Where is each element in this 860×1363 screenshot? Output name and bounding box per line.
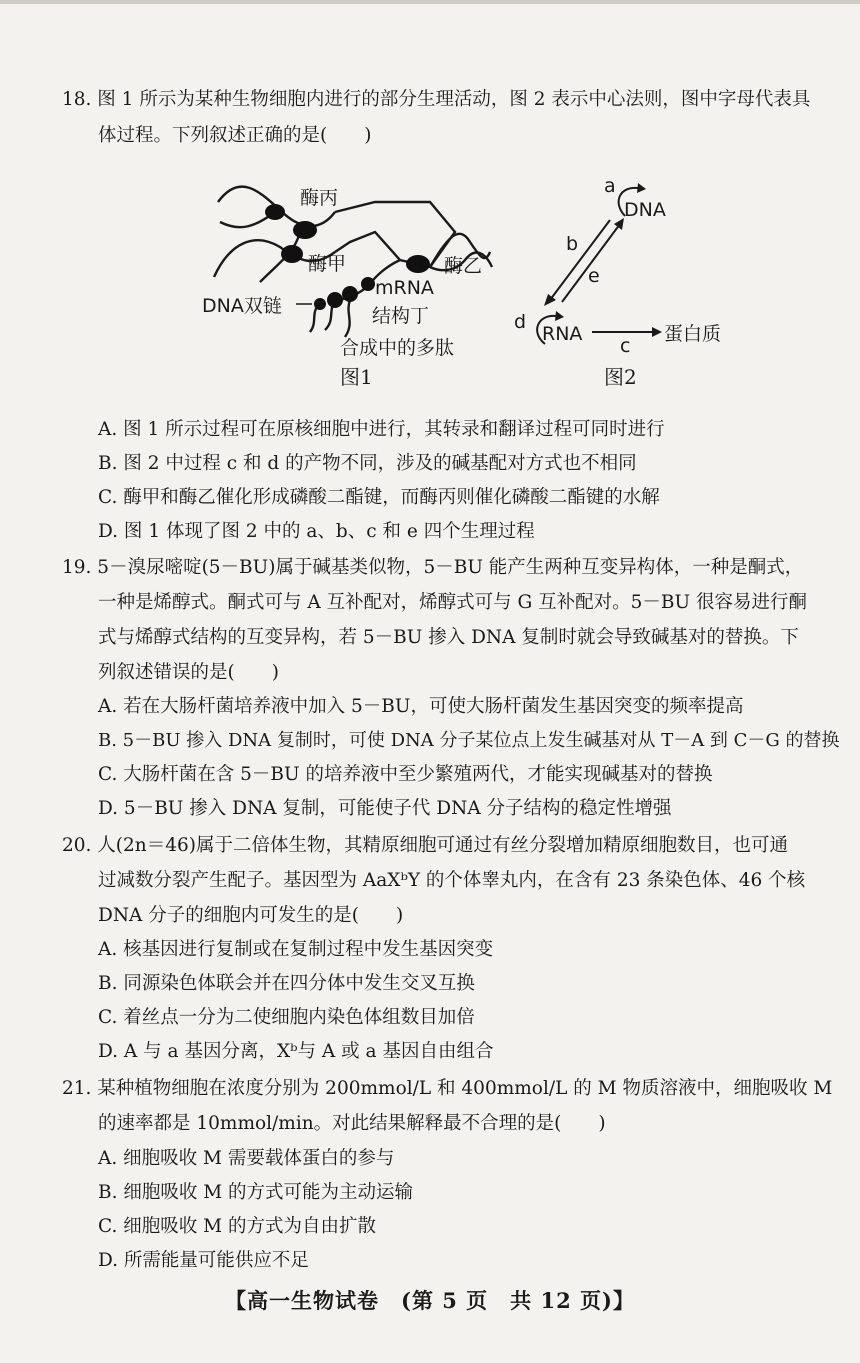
q18-figure-svg [200, 172, 740, 398]
label-protein: 蛋白质 [664, 323, 722, 345]
enzyme-yi-blob [406, 255, 430, 273]
q20-option-a: A. 核基因进行复制或在复制过程中发生基因突变 [98, 939, 494, 960]
q21-option-b: B. 细胞吸收 M 的方式可能为主动运输 [98, 1182, 414, 1203]
q19-option-d: D. 5－BU 掺入 DNA 复制，可能使子代 DNA 分子结构的稳定性增强 [98, 798, 672, 819]
ribosome-1 [342, 286, 358, 302]
q18-option-a: A. 图 1 所示过程可在原核细胞中进行，其转录和翻译过程可同时进行 [98, 419, 665, 440]
q21-stem-line-1: 21. 某种植物细胞在浓度分别为 200mmol/L 和 400mmol/L 的 M 物质溶液中，细胞吸收 M [62, 1078, 833, 1099]
q19-option-a: A. 若在大肠杆菌培养液中加入 5－BU，可使大肠杆菌发生基因突变的频率提高 [98, 696, 744, 717]
enzyme-blob-top [265, 204, 285, 220]
translation-arrowhead [652, 327, 662, 337]
q20-option-b: B. 同源染色体联会并在四分体中发生交叉互换 [98, 973, 475, 994]
q21-option-a: A. 细胞吸收 M 需要载体蛋白的参与 [98, 1148, 395, 1169]
label-d: d [514, 311, 527, 333]
label-dna-double: DNA双链 [202, 295, 282, 317]
page-footer: 【高一生物试卷 (第 5 页 共 12 页)】 [225, 1288, 635, 1313]
rna-replication-arrowhead [555, 311, 564, 321]
q21-stem-line-2: 的速率都是 10mmol/min。对此结果解释最不合理的是( ) [98, 1113, 606, 1134]
q18-stem-line-1: 18. 图 1 所示为某种生物细胞内进行的部分生理活动，图 2 表示中心法则，图中字母代表具 [62, 89, 811, 110]
ribosome-4 [314, 298, 326, 310]
reverse-transcription-arrowhead [614, 218, 624, 230]
q18-option-b: B. 图 2 中过程 c 和 d 的产物不同，涉及的碱基配对方式也不相同 [98, 453, 637, 474]
replication-arrowhead [637, 183, 646, 193]
ribosome-3 [361, 277, 375, 291]
q20-stem-line-2: 过减数分裂产生配子。基因型为 AaXᵇY 的个体睾丸内，在含有 23 条染色体、46 个核 [98, 870, 806, 891]
enzyme-bing-blob [293, 221, 317, 239]
label-enzyme-yi: 酶乙 [444, 255, 483, 277]
label-mrna: mRNA [375, 277, 434, 299]
enzyme-jia-blob [281, 245, 303, 263]
figure1-caption: 图1 [340, 365, 373, 389]
q19-option-c: C. 大肠杆菌在含 5－BU 的培养液中至少繁殖两代，才能实现碱基对的替换 [98, 764, 713, 785]
scan-edge [0, 0, 860, 4]
label-e: e [588, 265, 600, 287]
label-enzyme-bing: 酶丙 [300, 187, 339, 209]
q18-option-d: D. 图 1 体现了图 2 中的 a、b、c 和 e 四个生理过程 [98, 521, 535, 542]
q18-figures [200, 172, 740, 398]
q20-option-d: D. A 与 a 基因分离，Xᵇ与 A 或 a 基因自由组合 [98, 1041, 494, 1062]
label-polypeptide: 合成中的多肽 [340, 337, 455, 359]
q21-option-d: D. 所需能量可能供应不足 [98, 1250, 309, 1271]
label-c: c [620, 335, 631, 357]
transcription-arrow [550, 220, 610, 300]
label-a: a [604, 175, 616, 197]
q18-option-c: C. 酶甲和酶乙催化形成磷酸二酯键，而酶丙则催化磷酸二酯键的水解 [98, 487, 660, 508]
q18-stem-line-2: 体过程。下列叙述正确的是( ) [98, 125, 372, 146]
q20-stem-line-1: 20. 人(2n＝46)属于二倍体生物，其精原细胞可通过有丝分裂增加精原细胞数目，也可通 [62, 835, 788, 856]
q19-option-b: B. 5－BU 掺入 DNA 复制时，可使 DNA 分子某位点上发生碱基对从 T－A 到 C－G 的替换 [98, 730, 840, 751]
q20-stem-line-3: DNA 分子的细胞内可发生的是( ) [98, 905, 404, 926]
q20-option-c: C. 着丝点一分为二使细胞内染色体组数目加倍 [98, 1007, 475, 1028]
q19-stem-line-4: 列叙述错误的是( ) [98, 662, 279, 683]
figure2-caption: 图2 [604, 365, 637, 389]
label-dna: DNA [624, 199, 666, 221]
q19-stem-line-2: 一种是烯醇式。酮式可与 A 互补配对，烯醇式可与 G 互补配对。5－BU 很容易进行酮 [98, 592, 808, 613]
q21-option-c: C. 细胞吸收 M 的方式为自由扩散 [98, 1216, 376, 1237]
polypeptide-2 [345, 300, 350, 337]
label-b: b [566, 233, 579, 255]
ribosome-2 [327, 292, 343, 308]
q19-stem-line-3: 式与烯醇式结构的互变异构，若 5－BU 掺入 DNA 复制时就会导致碱基对的替换。下 [98, 627, 799, 648]
label-enzyme-jia: 酶甲 [308, 253, 347, 275]
label-structure-ding: 结构丁 [372, 305, 430, 327]
q19-stem-line-1: 19. 5－溴尿嘧啶(5－BU)属于碱基类似物，5－BU 能产生两种互变异构体，一种是酮式， [62, 557, 804, 578]
label-rna: RNA [542, 323, 583, 345]
